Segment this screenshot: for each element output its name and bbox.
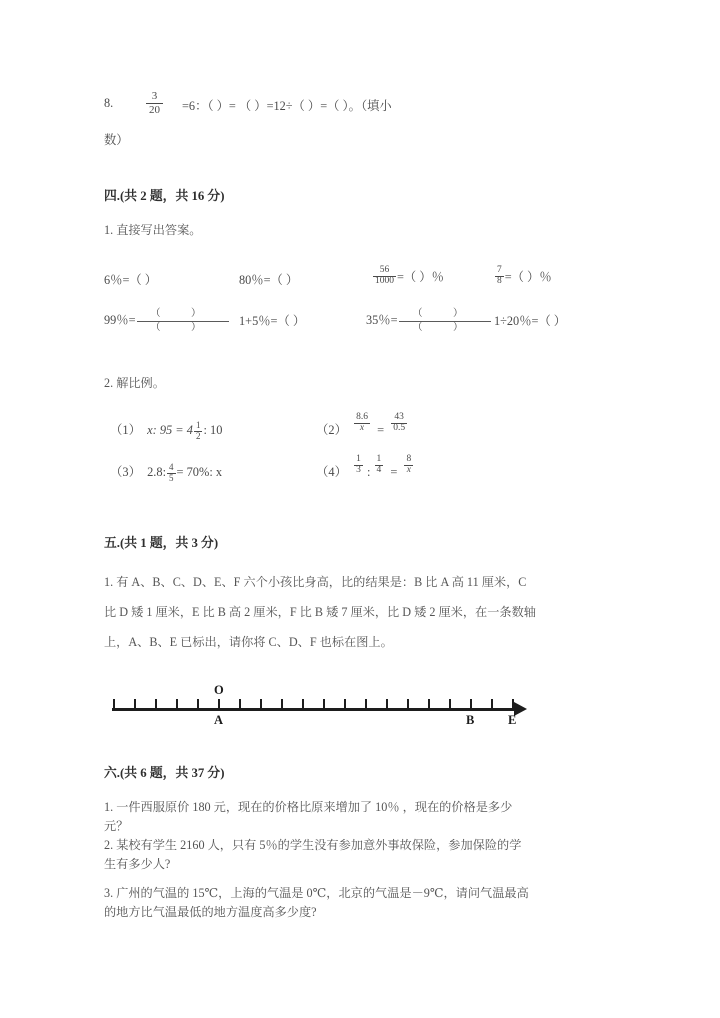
number-line-label-b: B [466, 713, 475, 727]
exercise-item: 80％=（ ） [239, 273, 299, 287]
paren-fraction: $\frac{( )}{( )}$ [137, 308, 230, 334]
section-5-q1-line2: 比 D 矮 1 厘米，E 比 B 高 2 厘米，F 比 B 矮 7 厘米，比 D 矮 2 厘米，在一条数轴 [104, 605, 536, 619]
proportion-item-3: （3） 2.8: $\frac{4}{5}$ = 70%: x [110, 462, 223, 483]
number-line-tick [386, 699, 388, 709]
number-line-tick [218, 699, 220, 709]
section-6-q3-line1: 3. 广州的气温的 15℃，上海的气温是 0℃，北京的气温是－9℃，请问气温最高 [104, 886, 529, 900]
number-line-axis [112, 708, 516, 711]
fraction: $\frac{1}{4}$ [376, 453, 382, 475]
exercise-item: 1÷20％=（ ） [494, 314, 567, 328]
number-line-tick [260, 699, 262, 709]
fraction: $\frac{8}{x}$ [406, 453, 412, 475]
exercise-item: 35％= $\frac{( )}{( )}$ [366, 308, 492, 334]
exercise-item: $\frac{56}{1000}$ =（ ）％ [375, 264, 444, 286]
section-4-heading: 四.(共 2 题，共 16 分) [104, 189, 225, 203]
question-8-fraction [144, 90, 165, 116]
section-5-q1-line1: 1. 有 A、B、C、D、E、F 六个小孩比身高，比的结果是：B 比 A 高 11 厘米，C [104, 575, 527, 589]
section-5-heading: 五.(共 1 题，共 3 分) [104, 536, 219, 550]
number-line-tick [323, 699, 325, 709]
number-line-tick [155, 699, 157, 709]
exercise-item: 99％= $\frac{( )}{( )}$ [104, 308, 230, 334]
number-line-tick [239, 699, 241, 709]
number-line-tick [365, 699, 367, 709]
fraction: $\frac{8.6}{x}$ [356, 411, 368, 433]
fraction-denominator: 20 [146, 103, 163, 117]
number-line-tick [113, 699, 115, 709]
proportion-item-1: （1） x: 95 = 4 $\frac{1}{2}$ : 10 [110, 420, 223, 441]
fraction-numerator: 3 [151, 90, 158, 102]
exercise-item: $\frac{7}{8}$ =（ ）％ [497, 264, 552, 286]
paren-fraction: $\frac{( )}{( )}$ [399, 308, 492, 334]
exercise-row-1 [104, 264, 616, 304]
number-line-tick [197, 699, 199, 709]
number-line-tick [491, 699, 493, 709]
fraction: $\frac{43}{0.5}$ [393, 411, 406, 433]
fraction: $\frac{4}{5}$ [169, 462, 174, 483]
exercise-item: 1+5％=（ ） [239, 314, 306, 328]
question-8-expression: =6：（ ）= （ ）=12÷（ ）=（ ）。（填小 [182, 99, 392, 113]
number-line-tick [512, 699, 514, 709]
fraction: $\frac{1}{3}$ [356, 453, 361, 475]
number-line-label-o: O [214, 683, 224, 697]
section-5-q1-line3: 上，A、B、E 已标出，请你将 C、D、F 也标在图上。 [104, 635, 393, 649]
exercise-item: 6％=（ ） [104, 273, 158, 287]
section-4-q2-label: 2. 解比例。 [104, 376, 165, 390]
question-8-continuation: 数） [104, 133, 129, 147]
section-6-q2-line2: 生有多少人? [104, 857, 171, 871]
proportion-item-2: （2） $\frac{8.6}{x}$ = $\frac{43}{0.5}$ [316, 411, 406, 437]
number-line-tick [470, 699, 472, 709]
exercise-row-2 [104, 308, 616, 342]
proportion-item-4: （4） $\frac{1}{3}$ : $\frac{1}{4}$ = $\frac{8}{x}$ [316, 453, 412, 479]
number-line-label-e: E [508, 713, 517, 727]
number-line-label-a: A [214, 713, 224, 727]
number-line-tick [407, 699, 409, 709]
number-line-tick [428, 699, 430, 709]
question-8-number: 8. [104, 96, 114, 110]
fraction: $\frac{7}{8}$ [497, 264, 502, 286]
section-6-q3-line2: 的地方比气温最低的地方温度高多少度? [104, 905, 317, 919]
number-line-tick [302, 699, 304, 709]
number-line-tick [176, 699, 178, 709]
section-6-q1-line2: 元？ [104, 819, 129, 833]
mixed-fraction: $\frac{1}{2}$ [195, 420, 201, 441]
section-6-q1-line1: 1. 一件西服原价 180 元，现在的价格比原来增加了 10％ ，现在的价格是多少 [104, 800, 513, 814]
section-4-q1-label: 1. 直接写出答案。 [104, 223, 202, 237]
number-line-tick [281, 699, 283, 709]
section-6-q2-line1: 2. 某校有学生 2160 人，只有 5％的学生没有参加意外事故保险，参加保险的学 [104, 838, 522, 852]
number-line-tick [449, 699, 451, 709]
number-line-tick [134, 699, 136, 709]
number-line-tick [344, 699, 346, 709]
fraction: $\frac{56}{1000}$ [375, 264, 394, 286]
section-6-heading: 六.(共 6 题，共 37 分) [104, 766, 225, 780]
number-line-diagram [104, 675, 720, 733]
